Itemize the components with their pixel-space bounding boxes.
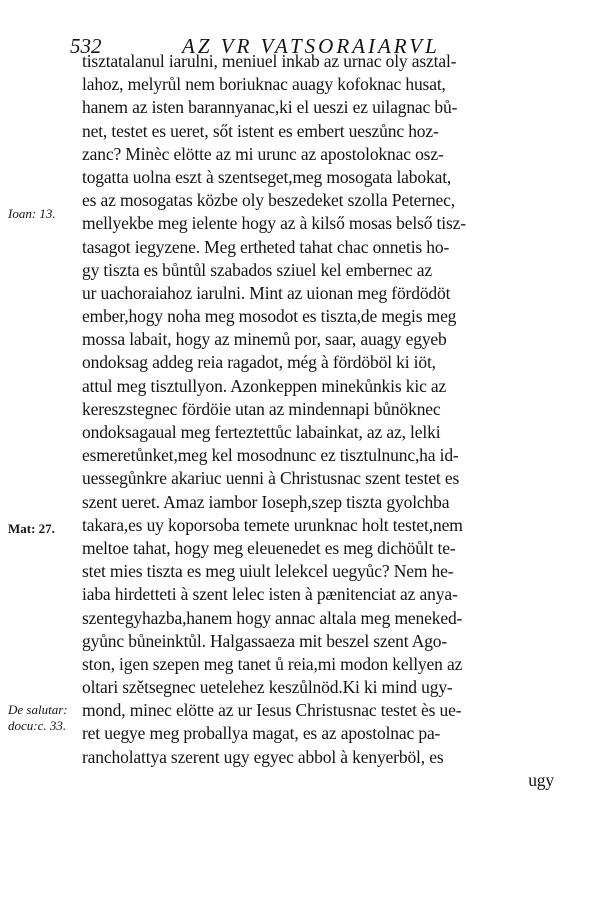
text-line: net, testet es ueret, sőt istent es embert ueszůnc hoz- bbox=[82, 120, 439, 141]
text-line: szentegyhazba,hanem hogy annac altala meg meneked- bbox=[82, 607, 463, 628]
text-line: takara,es uy koporsoba temete urunknac holt testet,nem bbox=[82, 514, 463, 535]
text-line: lahoz, melyrůl nem boriuknac auagy kofoknac husat, bbox=[82, 74, 446, 95]
text-line: kereszstegnec fördöie utan az mindennapi bůnöknec bbox=[82, 398, 441, 419]
text-line: hanem az isten barannyanac,ki el ueszi ez uilagnac bů- bbox=[82, 97, 458, 118]
running-head: AZ VR VATSORAIARVL bbox=[182, 34, 440, 58]
text-line: ember,hogy noha meg mosodot es tiszta,de megis meg bbox=[82, 306, 457, 327]
text-line: es az mosogatas közbe oly beszedeket szolla Peternec, bbox=[82, 190, 456, 211]
text-line: togatta uolna eszt à szentseget,meg mosogata labokat, bbox=[82, 166, 452, 187]
text-line: esmeretůnket,meg kel mosodnunc ez tisztulnunc,ha id- bbox=[82, 445, 459, 466]
text-line: ston, igen szepen meg tanet ů reia,mi modon kellyen az bbox=[82, 653, 463, 674]
marginal-note-augustine-line-2: docu:c. 33. bbox=[8, 718, 67, 733]
text-line: attul meg tisztullyon. Azonkeppen minekůnkis kic az bbox=[82, 375, 447, 396]
text-line: oltari szětsegnec uetelehez keszůlnöd.Ki ki mind ugy- bbox=[82, 677, 453, 698]
text-line: tisztatalanul iarulni, meniuel inkab az urnac oly asztal- bbox=[82, 51, 457, 71]
text-line: ret uegye meg proballya magat, es az apostolnac pa- bbox=[82, 723, 441, 744]
text-line: ondoksagaual meg ferteztettůc labainkat, az az, lelki bbox=[82, 422, 441, 442]
text-line: stet mies tiszta es meg uiult lelekcel uegyůc? Nem he- bbox=[82, 561, 454, 582]
text-line: tasagot iegyzene. Meg ertheted tahat chac onnetis ho- bbox=[82, 236, 450, 257]
text-line: zanc? Minèc elötte az mi urunc az apostoloknac osz- bbox=[82, 143, 444, 164]
text-line: iaba hirdetteti à szent lelec isten à pænitenciat az anya- bbox=[82, 584, 458, 605]
body-text bbox=[82, 50, 572, 792]
marginal-note-augustine bbox=[8, 702, 68, 734]
text-line: gyůnc bůneinktůl. Halgassaeza mit beszel szent Ago- bbox=[82, 630, 448, 651]
text-line: gy tiszta es bůntůl szabados sziuel kel embernec az bbox=[82, 259, 432, 280]
text-line: szent ueret. Amaz iambor Ioseph,szep tiszta gyolchba bbox=[82, 491, 450, 512]
text-line: mond, minec elötte az ur Iesus Christusnac testet ès ue- bbox=[82, 700, 462, 721]
page-number: 532 bbox=[70, 34, 102, 58]
text-line: meltoe tahat, hogy meg eleuenedet es meg dichöůlt te- bbox=[82, 537, 456, 558]
marginal-note-augustine-line-1: De salutar: bbox=[8, 702, 68, 717]
catchword: ugy bbox=[528, 769, 554, 790]
marginal-note-john: Ioan: 13. bbox=[8, 206, 56, 221]
marginal-note-matthew: Mat: 27. bbox=[8, 521, 55, 536]
text-line: mellyekbe meg ielente hogy az à kilső mosas belső tisz- bbox=[82, 213, 466, 234]
text-line: mossa labait, hogy az minemů por, saar, auagy egyeb bbox=[82, 329, 447, 350]
text-line: uessegůnkre akariuc uenni à Christusnac szent testet es bbox=[82, 468, 460, 489]
text-line: rancholattya szerent ugy egyec abbol à kenyerböl, es bbox=[82, 746, 444, 767]
text-line: ondoksag addeg reia ragadot, még à fördöböl ki iöt, bbox=[82, 352, 436, 373]
text-line: ur uachoraiahoz iarulni. Mint az uionan meg fördödöt bbox=[82, 282, 451, 303]
